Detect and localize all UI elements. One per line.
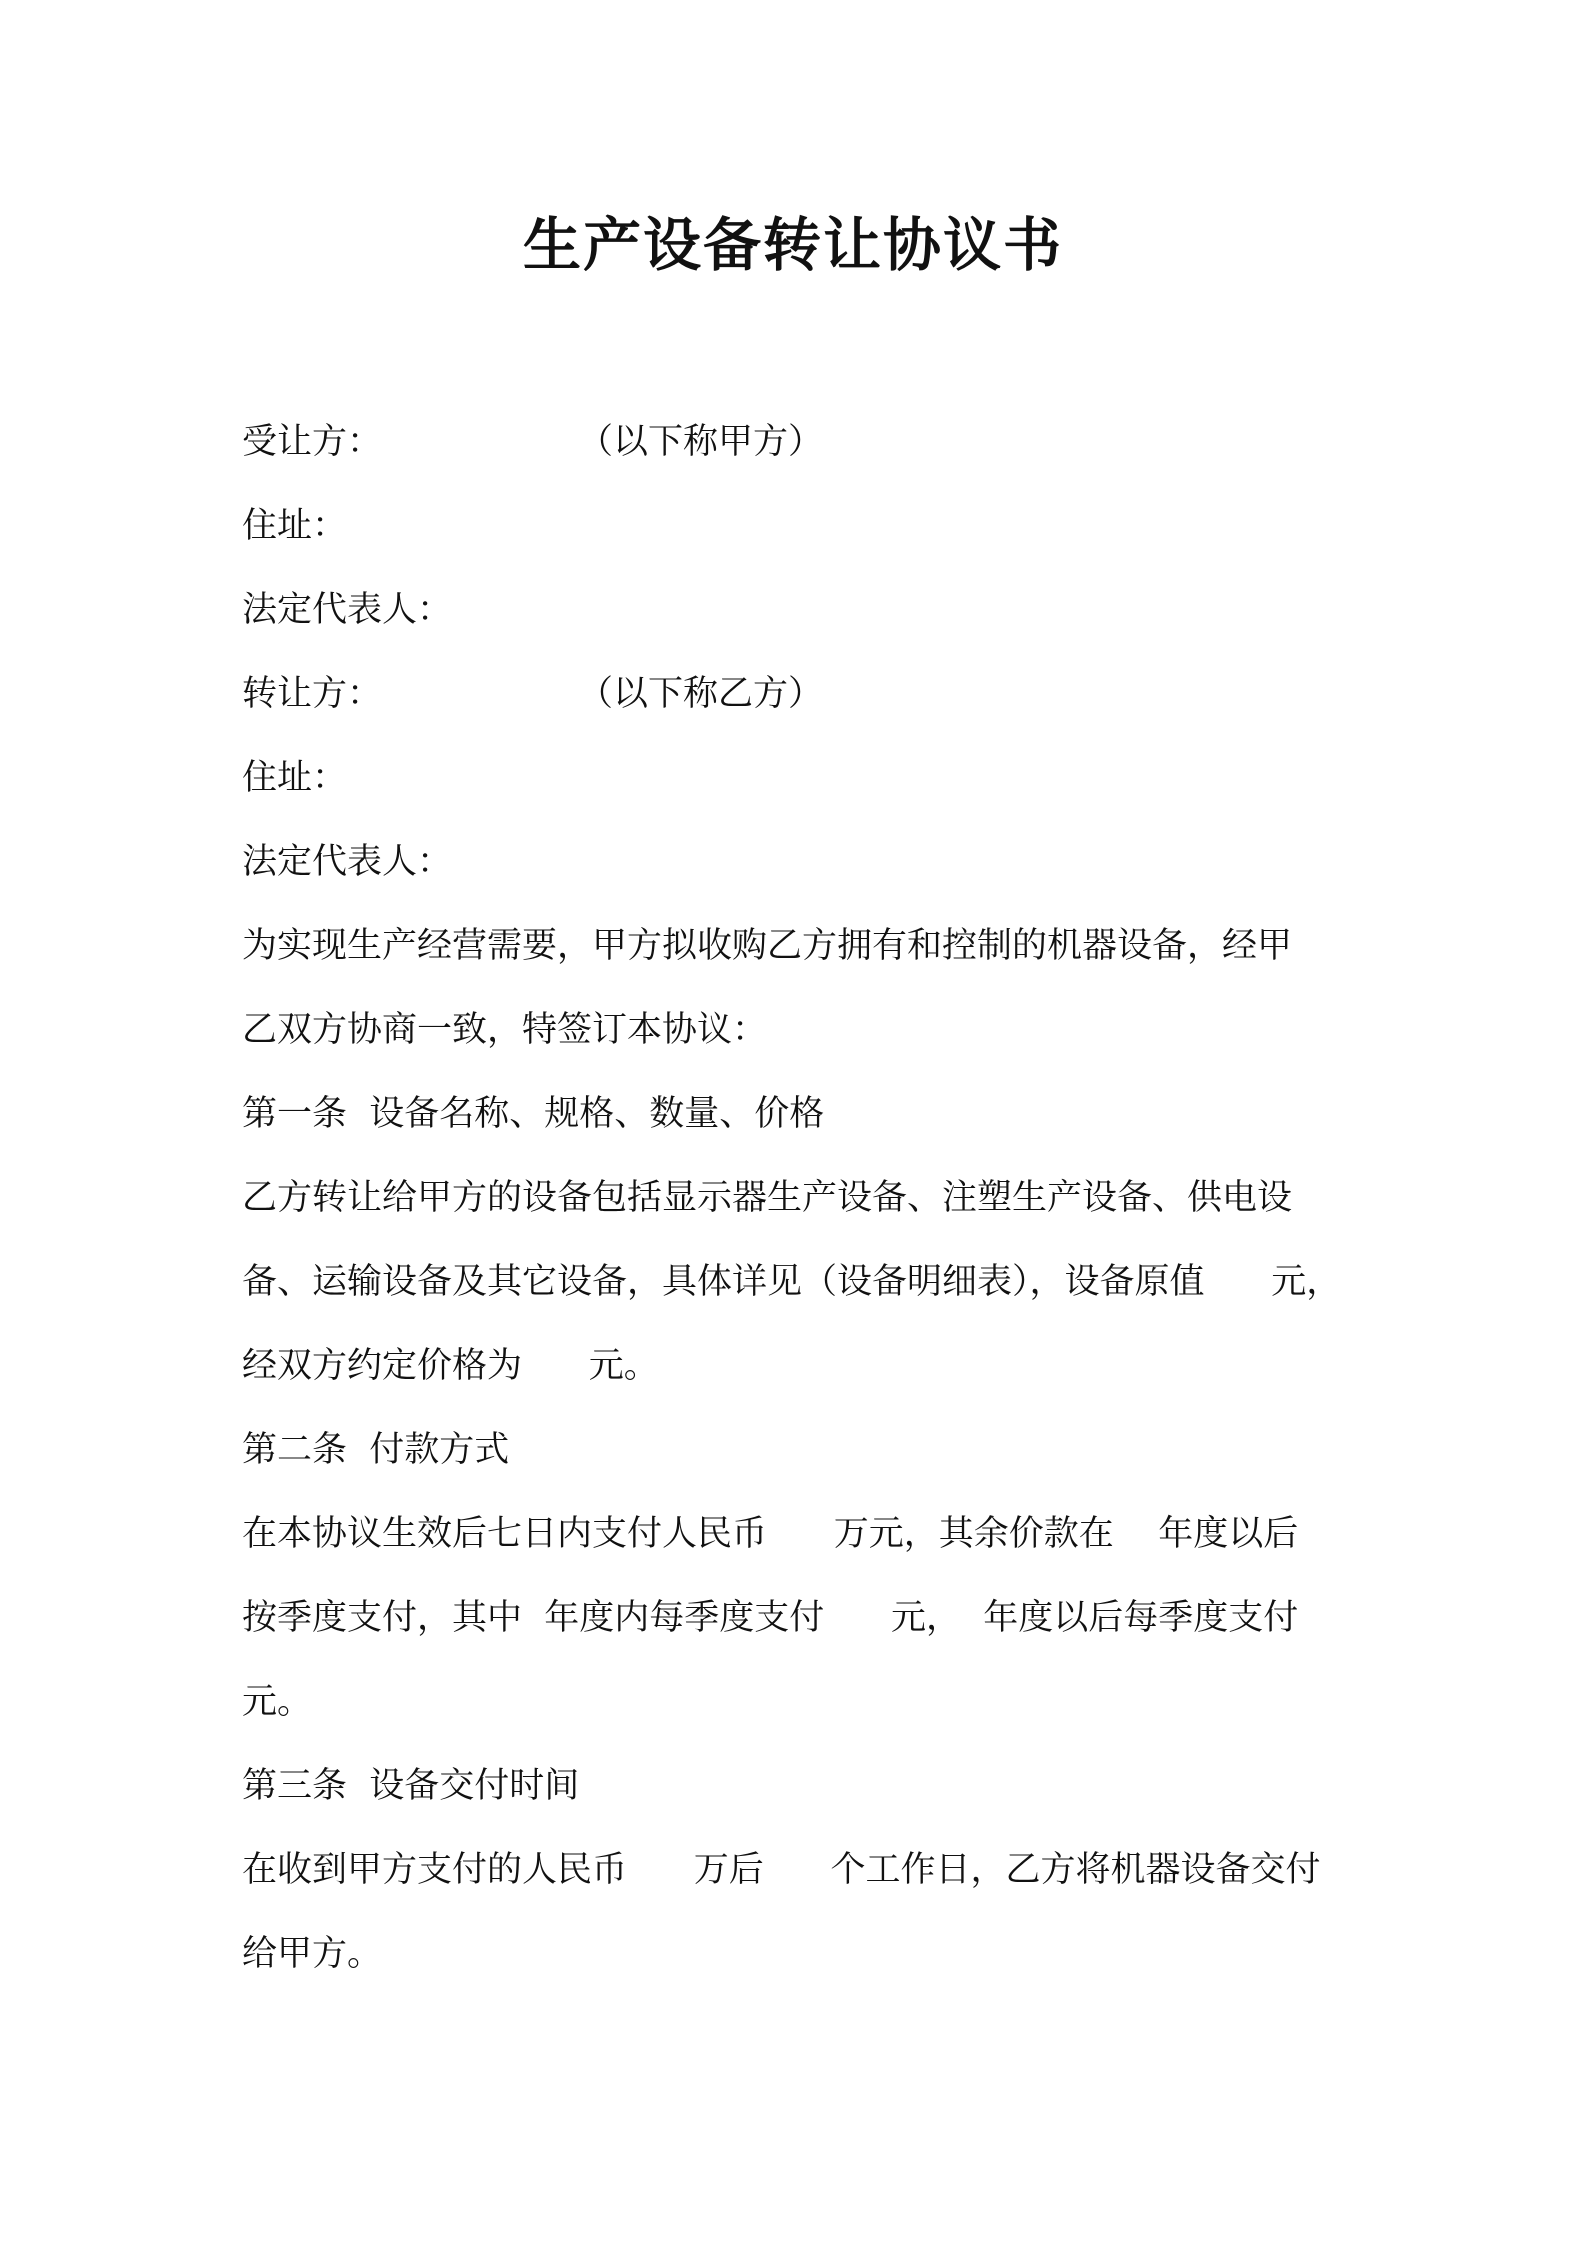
article1-line-1: 乙方转让给甲方的设备包括显示器生产设备、注塑生产设备、供电设 [242, 1178, 1293, 1218]
document-title: 生产设备转让协议书 [522, 211, 1063, 279]
intro-line-2: 乙双方协商一致，特签订本协议： [242, 1010, 768, 1050]
article1-line-3: 经双方约定价格为 元。 [242, 1346, 659, 1386]
document-body [242, 400, 1354, 1996]
party-b-line [242, 652, 1354, 736]
intro-line-1: 为实现生产经营需要，甲方拟收购乙方拥有和控制的机器设备，经甲 [242, 926, 1293, 966]
article3-line-1: 在收到甲方支付的人民币 万后 个工作日，乙方将机器设备交付 [242, 1850, 1321, 1890]
article2-line-3: 元。 [242, 1682, 313, 1722]
article3-line-2: 给甲方。 [242, 1934, 383, 1974]
party-b-representative: 法定代表人： [242, 842, 453, 882]
article3-heading: 第三条 设备交付时间 [242, 1766, 580, 1806]
party-a-label: 受让方： [242, 422, 383, 462]
party-a-address: 住址： [242, 506, 348, 546]
party-a-note: （以下称甲方） [578, 422, 824, 462]
article1-heading: 第一条 设备名称、规格、数量、价格 [242, 1094, 825, 1134]
party-a-line [242, 400, 1354, 484]
party-b-note: （以下称乙方） [578, 674, 824, 714]
party-b-address: 住址： [242, 758, 348, 798]
party-a-representative: 法定代表人： [242, 590, 453, 630]
article1-line-2: 备、运输设备及其它设备，具体详见（设备明细表），设备原值 元， [242, 1262, 1342, 1302]
article2-heading: 第二条 付款方式 [242, 1430, 510, 1470]
party-b-label: 转让方： [242, 674, 383, 714]
article2-line-1: 在本协议生效后七日内支付人民币 万元，其余价款在 年度以后 [242, 1514, 1299, 1554]
article2-line-2: 按季度支付，其中 年度内每季度支付 元， 年度以后每季度支付 [242, 1598, 1299, 1638]
